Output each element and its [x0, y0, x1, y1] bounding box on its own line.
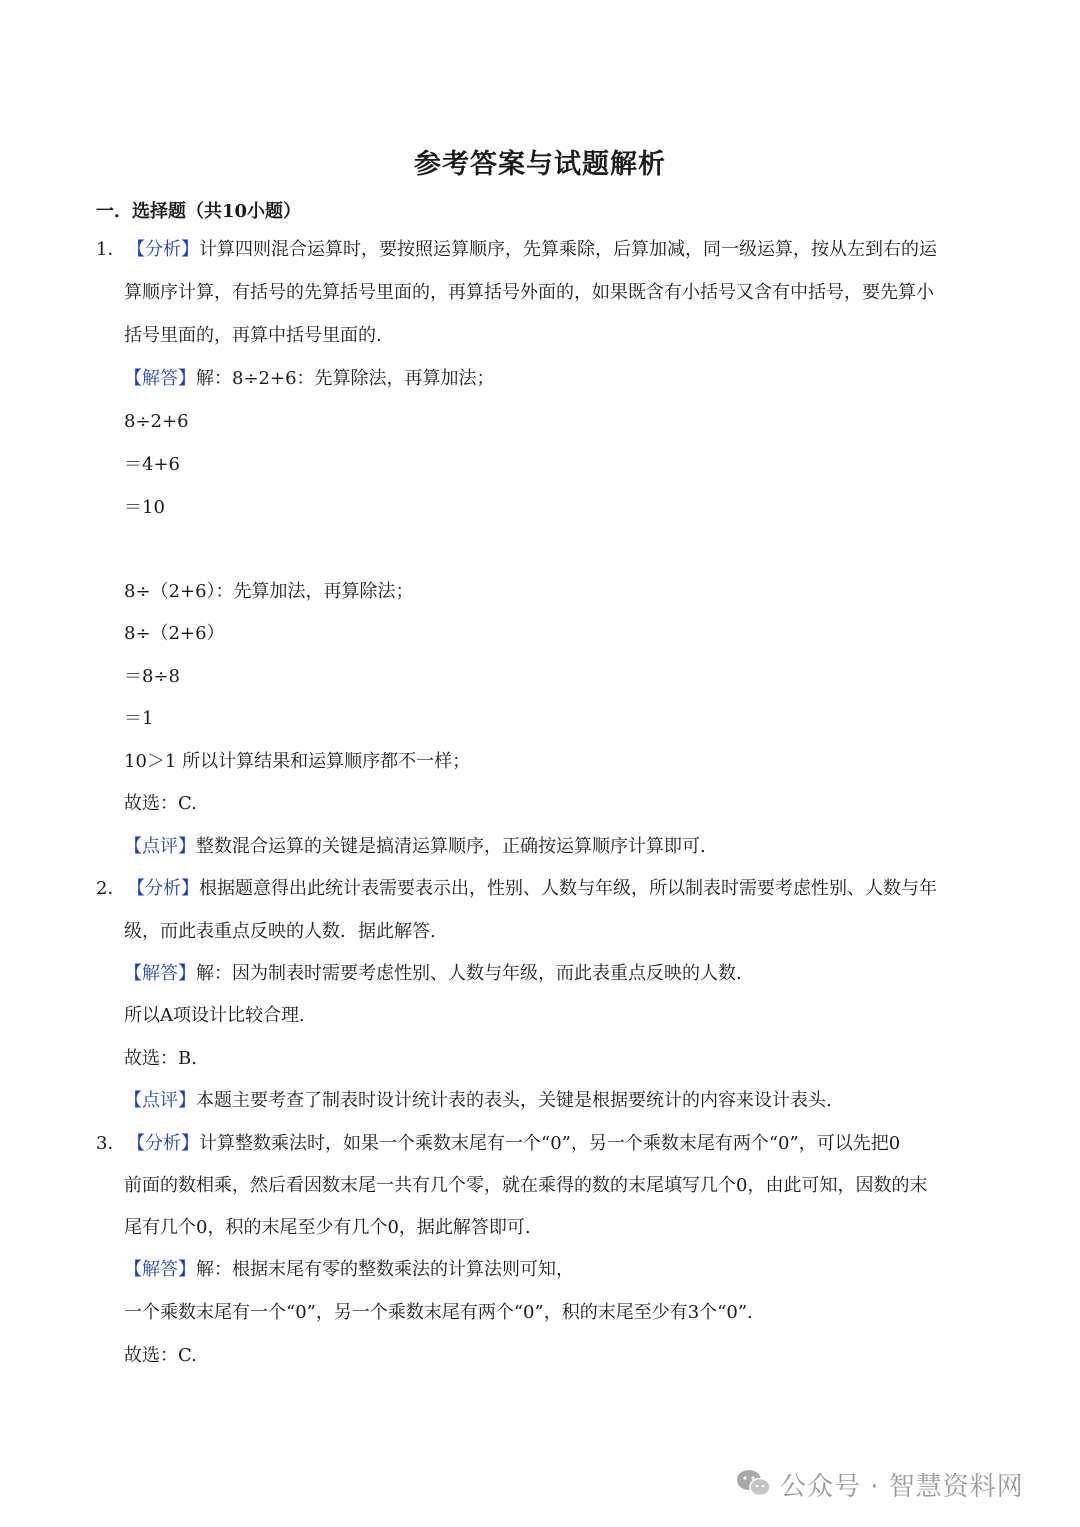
q2-analysis-line-2: 级，而此表重点反映的人数．据此解答. — [124, 921, 436, 942]
wechat-icon — [736, 1468, 772, 1500]
question-number: 3． — [96, 1133, 126, 1154]
q3-answer-intro: 【解答】解：根据末尾有零的整数乘法的计算法则可知， — [124, 1259, 574, 1280]
watermark-text: 公众号 · 智慧资料网 — [780, 1471, 1024, 1502]
q1-step-a-2: ＝4+6 — [124, 454, 180, 475]
q3-analysis-line-3: 尾有几个0，积的末尾至少有几个0，据此解答即可. — [124, 1217, 531, 1238]
section-title: 一．选择题（共10小题） — [96, 201, 302, 222]
question-number: 2． — [96, 878, 126, 899]
q1-step-b-intro: 8÷（2+6）：先算加法，再算除法； — [124, 581, 414, 602]
q1-step-b-1: 8÷（2+6） — [124, 623, 225, 644]
q1-step-b-2: ＝8÷8 — [124, 666, 180, 687]
q1-step-a-3: ＝10 — [124, 497, 165, 518]
analysis-tag: 【分析】 — [127, 1133, 199, 1154]
q3-answer-line-2: 一个乘数末尾有一个“0”，另一个乘数末尾有两个“0”，积的末尾至少有3个“0”. — [124, 1302, 753, 1323]
answer-tag: 【解答】 — [124, 1259, 196, 1280]
q1-conclusion: 10＞1 所以计算结果和运算顺序都不一样； — [124, 751, 471, 772]
comment-tag: 【点评】 — [124, 836, 196, 857]
q2-answer-line-2: 所以A项设计比较合理. — [124, 1005, 305, 1026]
q2-analysis-line-1: 【分析】根据题意得出此统计表需要表示出，性别、人数与年级，所以制表时需要考虑性别、人数与年 — [127, 878, 937, 899]
q1-step-a-1: 8÷2+6 — [124, 411, 189, 432]
page-title: 参考答案与试题解析 — [414, 149, 666, 180]
q1-comment: 【点评】整数混合运算的关键是搞清运算顺序，正确按运算顺序计算即可. — [124, 836, 706, 857]
q1-analysis-line-3: 括号里面的，再算中括号里面的. — [124, 325, 382, 346]
q1-analysis-line-1: 【分析】计算四则混合运算时，要按照运算顺序，先算乘除，后算加减，同一级运算，按从左到右的运 — [127, 239, 937, 260]
question-number: 1． — [96, 239, 126, 260]
comment-tag: 【点评】 — [124, 1090, 196, 1111]
answer-tag: 【解答】 — [124, 368, 196, 389]
q1-choice: 故选：C. — [124, 793, 197, 814]
analysis-tag: 【分析】 — [127, 878, 199, 899]
q2-choice: 故选：B. — [124, 1048, 197, 1069]
q2-comment: 【点评】本题主要考查了制表时设计统计表的表头，关键是根据要统计的内容来设计表头. — [124, 1090, 832, 1111]
q3-analysis-line-2: 前面的数相乘，然后看因数末尾一共有几个零，就在乘得的数的末尾填写几个0，由此可知，因数的末 — [124, 1175, 928, 1196]
q3-choice: 故选：C. — [124, 1345, 197, 1366]
q1-answer-intro: 【解答】解：8÷2+6：先算除法，再算加法； — [124, 368, 495, 389]
answer-tag: 【解答】 — [124, 963, 196, 984]
q3-analysis-line-1: 【分析】计算整数乘法时，如果一个乘数末尾有一个“0”，另一个乘数末尾有两个“0”，可以先把0 — [127, 1133, 901, 1154]
q1-step-b-3: ＝1 — [124, 708, 154, 729]
q2-answer-line-1: 【解答】解：因为制表时需要考虑性别、人数与年级，而此表重点反映的人数. — [124, 963, 742, 984]
q1-analysis-line-2: 算顺序计算，有括号的先算括号里面的，再算括号外面的，如果既含有小括号又含有中括号，要先算小 — [124, 282, 934, 303]
analysis-tag: 【分析】 — [127, 239, 199, 260]
watermark — [736, 1464, 1024, 1504]
